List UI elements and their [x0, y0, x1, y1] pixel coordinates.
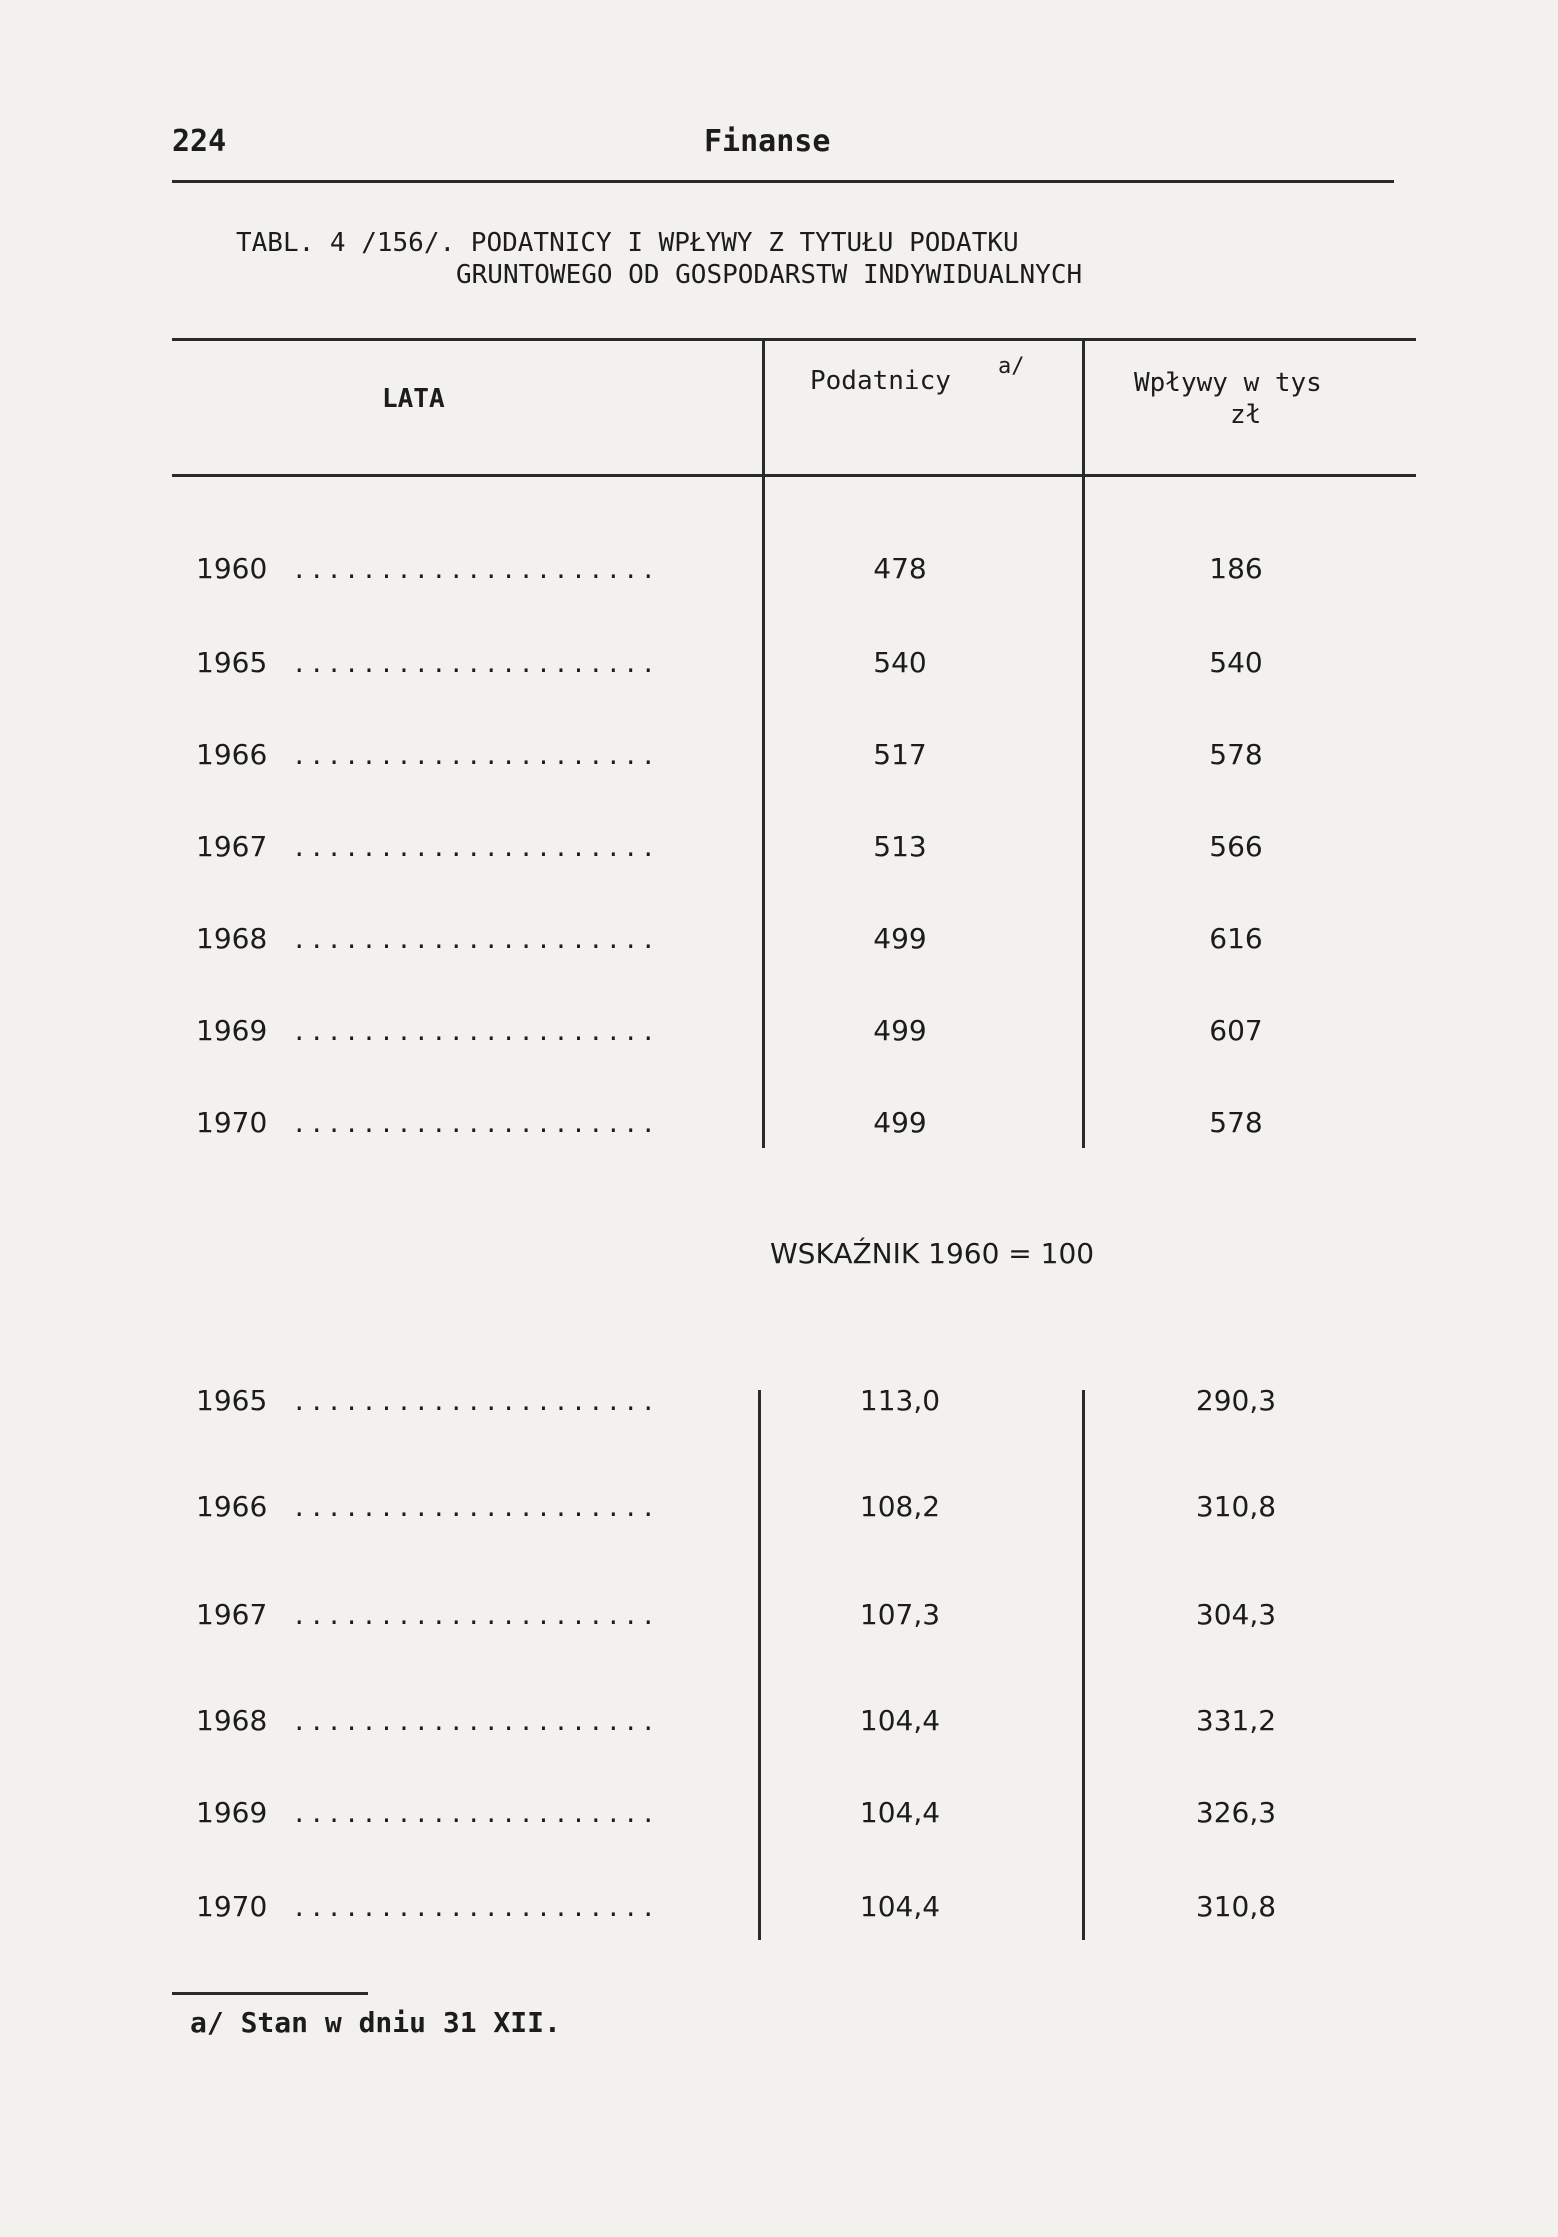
leader-dots: ..................... — [292, 1494, 659, 1522]
row-year: 1967 — [196, 830, 268, 863]
row-year: 1969 — [196, 1796, 268, 1829]
row-year: 1965 — [196, 646, 268, 679]
row-revenue-index: 304,3 — [1195, 1598, 1277, 1631]
table-top-rule — [172, 338, 1416, 341]
row-taxpayers: 517 — [873, 738, 927, 771]
row-year: 1970 — [196, 1106, 268, 1139]
column-header-taxpayers: Podatnicy — [810, 366, 951, 396]
row-year: 1967 — [196, 1598, 268, 1631]
leader-dots: ..................... — [292, 1602, 659, 1630]
row-year: 1970 — [196, 1890, 268, 1923]
column-header-years: LATA — [382, 384, 445, 414]
row-taxpayers: 478 — [873, 552, 927, 585]
leader-dots: ..................... — [292, 1018, 659, 1046]
row-revenue: 578 — [1209, 738, 1263, 771]
index-label: WSKAŹNIK 1960 = 100 — [770, 1237, 1095, 1270]
row-revenue: 616 — [1209, 922, 1263, 955]
page-number: 224 — [172, 124, 227, 159]
row-taxpayers: 513 — [873, 830, 927, 863]
row-year: 1968 — [196, 1704, 268, 1737]
row-year: 1966 — [196, 1490, 268, 1523]
row-revenue-index: 310,8 — [1195, 1890, 1277, 1923]
table-title-line-1: TABL. 4 /156/. PODATNICY I WPŁYWY Z TYTUŁU PODATKU — [236, 228, 1019, 258]
row-revenue: 566 — [1209, 830, 1263, 863]
leader-dots: ..................... — [292, 1708, 659, 1736]
leader-dots: ..................... — [292, 926, 659, 954]
row-revenue-index: 326,3 — [1195, 1796, 1277, 1829]
index-column-divider-1 — [758, 1390, 761, 1940]
row-revenue-index: 331,2 — [1195, 1704, 1277, 1737]
header-rule — [172, 180, 1394, 183]
row-taxpayers-index: 104,4 — [859, 1890, 941, 1923]
footnote-rule — [172, 1992, 368, 1995]
row-taxpayers: 499 — [873, 1106, 927, 1139]
row-year: 1960 — [196, 552, 268, 585]
row-revenue-index: 310,8 — [1195, 1490, 1277, 1523]
row-revenue: 186 — [1209, 552, 1263, 585]
row-taxpayers-index: 107,3 — [859, 1598, 941, 1631]
column-header-revenue: Wpływy w tys — [1134, 368, 1322, 398]
leader-dots: ..................... — [292, 1800, 659, 1828]
column-divider-2 — [1082, 340, 1085, 1148]
index-column-divider-2 — [1082, 1390, 1085, 1940]
row-revenue: 607 — [1209, 1014, 1263, 1047]
row-year: 1969 — [196, 1014, 268, 1047]
column-header-revenue-unit: zł — [1230, 400, 1262, 430]
table-title-line-2: GRUNTOWEGO OD GOSPODARSTW INDYWIDUALNYCH — [456, 260, 1083, 290]
leader-dots: ..................... — [292, 1110, 659, 1138]
column-header-taxpayers-note: a/ — [998, 354, 1025, 379]
row-revenue: 578 — [1209, 1106, 1263, 1139]
section-title: Finanse — [704, 124, 831, 159]
row-taxpayers-index: 113,0 — [859, 1384, 941, 1417]
leader-dots: ..................... — [292, 742, 659, 770]
leader-dots: ..................... — [292, 650, 659, 678]
row-taxpayers-index: 108,2 — [859, 1490, 941, 1523]
footnote: a/ Stan w dniu 31 XII. — [190, 2006, 561, 2039]
leader-dots: ..................... — [292, 556, 659, 584]
row-taxpayers-index: 104,4 — [859, 1796, 941, 1829]
row-year: 1966 — [196, 738, 268, 771]
leader-dots: ..................... — [292, 834, 659, 862]
table-header-rule — [172, 474, 1416, 477]
row-revenue-index: 290,3 — [1195, 1384, 1277, 1417]
leader-dots: ..................... — [292, 1894, 659, 1922]
row-year: 1965 — [196, 1384, 268, 1417]
row-revenue: 540 — [1209, 646, 1263, 679]
leader-dots: ..................... — [292, 1388, 659, 1416]
row-year: 1968 — [196, 922, 268, 955]
column-divider-1 — [762, 340, 765, 1148]
row-taxpayers: 540 — [873, 646, 927, 679]
row-taxpayers: 499 — [873, 1014, 927, 1047]
row-taxpayers-index: 104,4 — [859, 1704, 941, 1737]
row-taxpayers: 499 — [873, 922, 927, 955]
